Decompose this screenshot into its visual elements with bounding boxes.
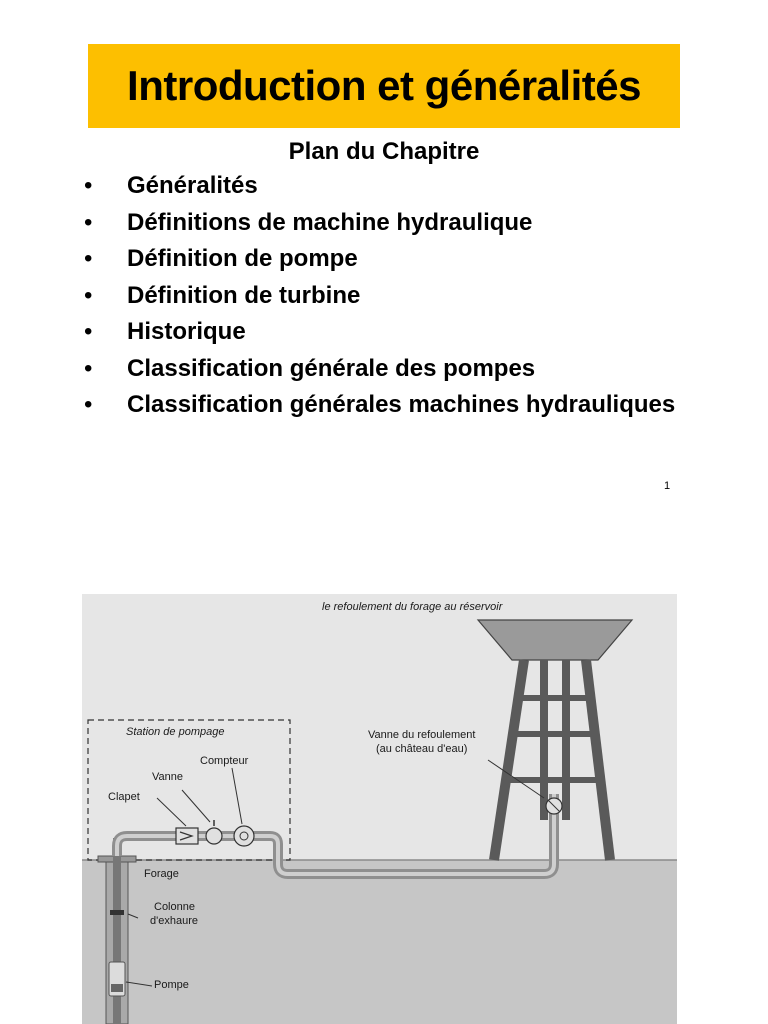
label-compteur: Compteur: [200, 755, 249, 767]
list-item: [0, 282, 687, 310]
bullet-glyph: •: [84, 391, 93, 418]
label-pompe: Pompe: [154, 979, 189, 991]
label-forage: Forage: [144, 868, 179, 880]
list-item: [0, 355, 687, 383]
chapter-plan-list: [0, 172, 687, 428]
list-item-text: Généralités: [127, 172, 258, 199]
bullet-glyph: •: [84, 281, 93, 309]
label-vanne-refoulement-2: (au château d'eau): [376, 743, 468, 755]
list-item: [0, 209, 687, 237]
pump-grille: [111, 984, 123, 992]
list-item-text: Définition de pompe: [127, 245, 358, 272]
label-colonne-1: Colonne: [154, 901, 195, 913]
label-colonne-2: d'exhaure: [150, 915, 198, 927]
list-item: [0, 391, 687, 419]
list-item: [0, 245, 687, 273]
riser-coupling: [110, 910, 124, 915]
title-banner: [88, 44, 680, 128]
list-item-text: Historique: [127, 318, 246, 345]
list-item: [0, 318, 687, 346]
list-item: [0, 172, 687, 200]
bullet-glyph: •: [84, 318, 93, 345]
label-vanne-refoulement-1: Vanne du refoulement: [368, 729, 476, 741]
slide-subtitle: Plan du Chapitre: [288, 138, 480, 165]
page-number: 1: [664, 480, 671, 492]
slide-title: Introduction et généralités: [127, 62, 641, 109]
list-item-text: Classification générales machines hydrauliques: [127, 391, 676, 418]
label-vanne: Vanne: [152, 771, 183, 783]
list-item-text: Classification générale des pompes: [127, 354, 536, 382]
bullet-glyph: •: [84, 245, 93, 272]
label-station: Station de pompage: [126, 726, 225, 738]
list-item-text: Définition de turbine: [127, 281, 361, 309]
ground-area: [82, 860, 677, 1024]
pumping-diagram: [82, 594, 677, 1024]
pumping-diagram-svg: [82, 594, 677, 1024]
valve: [206, 828, 222, 844]
diagram-caption: le refoulement du forage au réservoir: [322, 601, 503, 613]
bullet-glyph: •: [84, 354, 93, 382]
flow-meter: [234, 826, 254, 846]
bullet-glyph: •: [84, 208, 93, 236]
label-clapet: Clapet: [108, 791, 140, 803]
check-valve: [176, 828, 198, 844]
bullet-glyph: •: [84, 172, 93, 199]
list-item-text: Définitions de machine hydraulique: [127, 208, 533, 236]
